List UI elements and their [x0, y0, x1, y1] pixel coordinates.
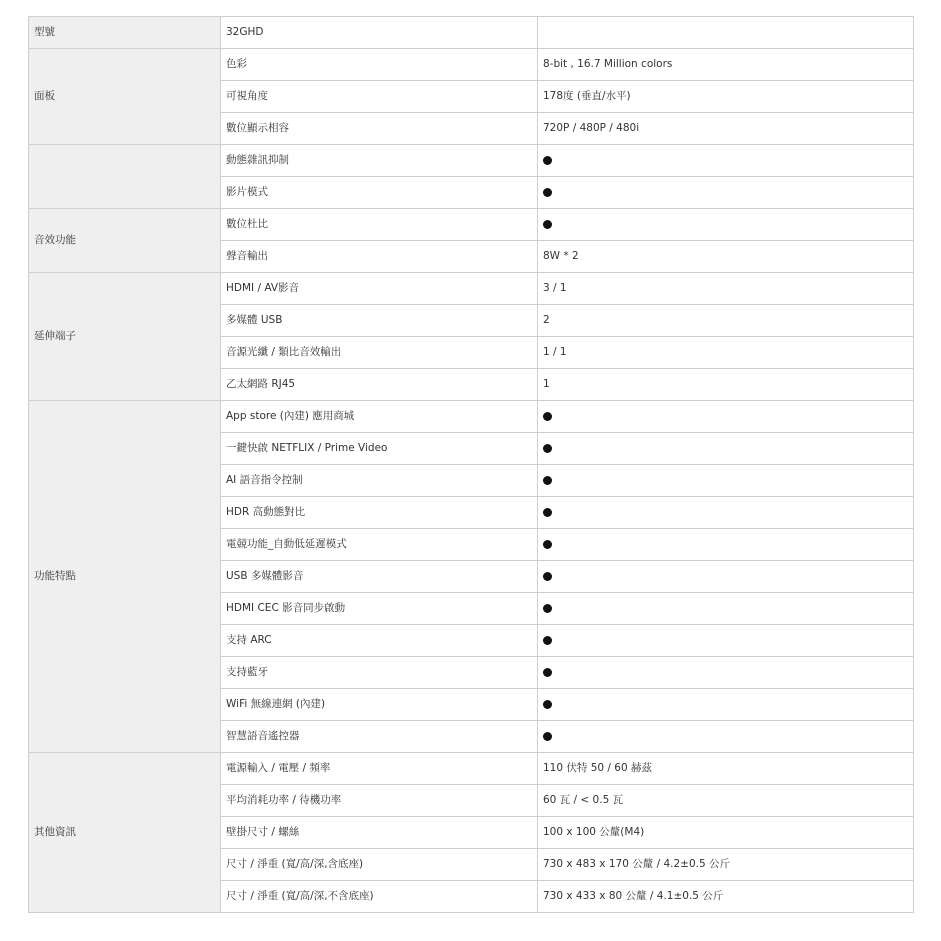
feature-cell: 影片模式 — [221, 177, 538, 209]
feature-cell: 動態雜訊抑制 — [221, 145, 538, 177]
feature-cell: 支持 ARC — [221, 625, 538, 657]
feature-cell: 智慧語音遙控器 — [221, 721, 538, 753]
supported-dot-icon — [543, 220, 552, 229]
table-row — [29, 49, 914, 81]
supported-dot-icon — [543, 188, 552, 197]
category-cell — [29, 145, 221, 209]
supported-dot-icon — [543, 156, 552, 165]
feature-cell: 色彩 — [221, 49, 538, 81]
feature-cell: AI 語音指令控制 — [221, 465, 538, 497]
feature-cell: 乙太網路 RJ45 — [221, 369, 538, 401]
feature-cell: HDR 高動態對比 — [221, 497, 538, 529]
table-row — [29, 145, 914, 177]
supported-cell — [538, 433, 914, 465]
table-row — [29, 753, 914, 785]
category-cell: 其他資訊 — [29, 753, 221, 913]
feature-cell: 支持藍牙 — [221, 657, 538, 689]
value-cell: 60 瓦 / < 0.5 瓦 — [538, 785, 914, 817]
feature-cell: 數位杜比 — [221, 209, 538, 241]
supported-cell — [538, 689, 914, 721]
feature-cell: 平均消耗功率 / 待機功率 — [221, 785, 538, 817]
feature-cell: 電源輸入 / 電壓 / 頻率 — [221, 753, 538, 785]
feature-cell: 聲音輸出 — [221, 241, 538, 273]
feature-cell: USB 多媒體影音 — [221, 561, 538, 593]
supported-cell — [538, 625, 914, 657]
category-cell: 音效功能 — [29, 209, 221, 273]
value-cell: 720P / 480P / 480i — [538, 113, 914, 145]
value-cell: 3 / 1 — [538, 273, 914, 305]
model-label: 型號 — [29, 17, 221, 49]
category-cell: 面板 — [29, 49, 221, 145]
spec-table-body — [29, 17, 914, 913]
supported-dot-icon — [543, 636, 552, 645]
model-extra — [538, 17, 914, 49]
table-row-model — [29, 17, 914, 49]
supported-cell — [538, 561, 914, 593]
feature-cell: 可視角度 — [221, 81, 538, 113]
supported-dot-icon — [543, 412, 552, 421]
supported-dot-icon — [543, 508, 552, 517]
supported-dot-icon — [543, 572, 552, 581]
table-row — [29, 273, 914, 305]
feature-cell: 電競功能_自動低延遲模式 — [221, 529, 538, 561]
supported-cell — [538, 177, 914, 209]
table-row — [29, 401, 914, 433]
supported-cell — [538, 145, 914, 177]
feature-cell: 多媒體 USB — [221, 305, 538, 337]
feature-cell: HDMI CEC 影音同步啟動 — [221, 593, 538, 625]
supported-dot-icon — [543, 700, 552, 709]
value-cell: 100 x 100 公釐(M4) — [538, 817, 914, 849]
value-cell: 8W * 2 — [538, 241, 914, 273]
supported-cell — [538, 497, 914, 529]
value-cell: 730 x 433 x 80 公釐 / 4.1±0.5 公斤 — [538, 881, 914, 913]
feature-cell: WiFi 無線連網 (內建) — [221, 689, 538, 721]
category-cell: 功能特點 — [29, 401, 221, 753]
value-cell: 1 — [538, 369, 914, 401]
value-cell: 2 — [538, 305, 914, 337]
feature-cell: HDMI / AV影音 — [221, 273, 538, 305]
value-cell: 730 x 483 x 170 公釐 / 4.2±0.5 公斤 — [538, 849, 914, 881]
category-cell: 延伸端子 — [29, 273, 221, 401]
feature-cell: 音源光纖 / 類比音效輸出 — [221, 337, 538, 369]
supported-cell — [538, 529, 914, 561]
feature-cell: 壁掛尺寸 / 螺絲 — [221, 817, 538, 849]
supported-dot-icon — [543, 476, 552, 485]
supported-cell — [538, 401, 914, 433]
value-cell: 8-bit , 16.7 Million colors — [538, 49, 914, 81]
supported-cell — [538, 593, 914, 625]
value-cell: 178度 (垂直/水平) — [538, 81, 914, 113]
table-row — [29, 209, 914, 241]
supported-cell — [538, 657, 914, 689]
feature-cell: App store (內建) 應用商城 — [221, 401, 538, 433]
feature-cell: 尺寸 / 淨重 (寬/高/深,不含底座) — [221, 881, 538, 913]
feature-cell: 一鍵快啟 NETFLIX / Prime Video — [221, 433, 538, 465]
supported-dot-icon — [543, 444, 552, 453]
supported-cell — [538, 721, 914, 753]
value-cell: 1 / 1 — [538, 337, 914, 369]
supported-dot-icon — [543, 668, 552, 677]
model-value: 32GHD — [221, 17, 538, 49]
supported-cell — [538, 465, 914, 497]
supported-cell — [538, 209, 914, 241]
supported-dot-icon — [543, 540, 552, 549]
supported-dot-icon — [543, 732, 552, 741]
spec-table — [28, 16, 914, 913]
supported-dot-icon — [543, 604, 552, 613]
value-cell: 110 伏特 50 / 60 赫茲 — [538, 753, 914, 785]
feature-cell: 數位顯示相容 — [221, 113, 538, 145]
feature-cell: 尺寸 / 淨重 (寬/高/深,含底座) — [221, 849, 538, 881]
